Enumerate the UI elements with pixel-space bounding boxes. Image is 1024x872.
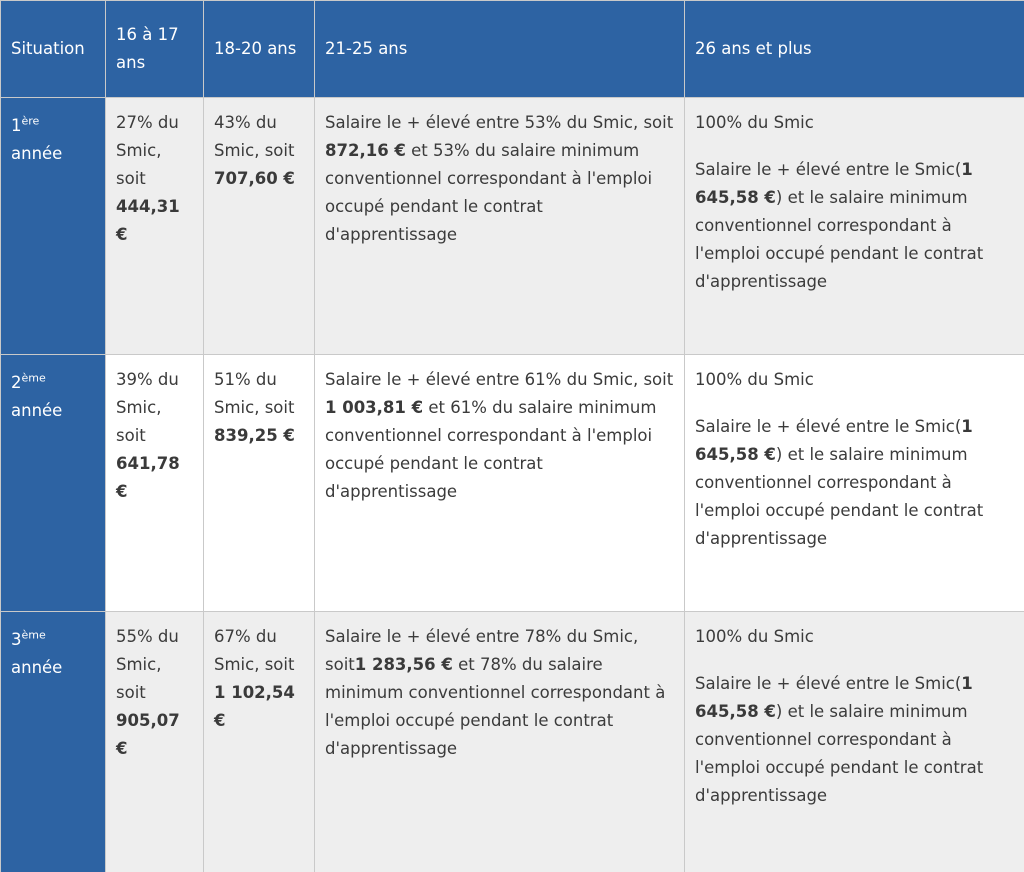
table-row [1, 98, 1024, 355]
cell-amount: 1 102,54 € [214, 683, 295, 730]
row-label-year-3 [1, 612, 106, 872]
row-label-number: 1 [11, 116, 22, 135]
cell-detail [695, 156, 1014, 296]
cell-age-21-25 [315, 355, 685, 612]
row-label-suffix: ème [21, 371, 46, 385]
header-age-18-20: 18-20 ans [204, 1, 315, 98]
row-label-number: 2 [11, 373, 22, 392]
row-label-word: année [11, 144, 63, 163]
cell-minimum: 100% du Smic [695, 370, 814, 389]
cell-age-18-20 [204, 355, 315, 612]
cell-text-post: et 78% du salaire minimum conventionnel correspondant à l'emploi occupé pendant le contrat d'apprentissage [325, 655, 666, 758]
cell-age-26-plus [685, 98, 1024, 355]
cell-amount: 1 645,58 € [695, 674, 973, 721]
row-label-suffix: ème [21, 628, 46, 642]
table-row [1, 355, 1024, 612]
cell-age-26-plus [685, 355, 1024, 612]
header-situation: Situation [1, 1, 106, 98]
cell-amount: 1 645,58 € [695, 417, 973, 464]
cell-text-post: et 61% du salaire minimum conventionnel correspondant à l'emploi occupé pendant le contrat d'apprentissage [325, 398, 657, 501]
cell-minimum: 100% du Smic [695, 113, 814, 132]
row-label-number: 3 [11, 630, 22, 649]
cell-age-21-25 [315, 98, 685, 355]
cell-text-pre: Salaire le + élevé entre le Smic( [695, 160, 962, 179]
cell-text: 43% du Smic, soit [214, 113, 295, 160]
row-label-suffix: ère [21, 114, 40, 128]
cell-amount: 444,31 € [116, 197, 180, 244]
cell-text: 39% du Smic, soit [116, 370, 179, 445]
row-label-word: année [11, 658, 63, 677]
cell-age-21-25 [315, 612, 685, 872]
cell-text: 55% du Smic, soit [116, 627, 179, 702]
cell-amount: 641,78 € [116, 454, 180, 501]
cell-age-26-plus [685, 612, 1024, 872]
cell-text: 67% du Smic, soit [214, 627, 295, 674]
cell-age-16-17 [106, 98, 204, 355]
cell-detail [695, 413, 1014, 553]
cell-amount: 1 645,58 € [695, 160, 973, 207]
cell-text: 27% du Smic, soit [116, 113, 179, 188]
cell-age-16-17 [106, 355, 204, 612]
row-label-word: année [11, 401, 63, 420]
cell-detail [695, 670, 1014, 810]
cell-age-18-20 [204, 612, 315, 872]
row-label-year-1 [1, 98, 106, 355]
cell-text-pre: Salaire le + élevé entre 53% du Smic, soit [325, 113, 674, 132]
cell-text: 51% du Smic, soit [214, 370, 295, 417]
header-age-26-plus: 26 ans et plus [685, 1, 1024, 98]
cell-text-pre: Salaire le + élevé entre le Smic( [695, 417, 962, 436]
cell-amount: 905,07 € [116, 711, 180, 758]
header-age-16-17: 16 à 17 ans [106, 1, 204, 98]
cell-amount: 872,16 € [325, 141, 406, 160]
cell-text-post: ) et le salaire minimum conventionnel correspondant à l'emploi occupé pendant le contrat d'apprentissage [695, 188, 984, 291]
cell-age-18-20 [204, 98, 315, 355]
cell-text-post: ) et le salaire minimum conventionnel correspondant à l'emploi occupé pendant le contrat d'apprentissage [695, 445, 984, 548]
cell-text-post: et 53% du salaire minimum conventionnel correspondant à l'emploi occupé pendant le contrat d'apprentissage [325, 141, 653, 244]
row-label-year-2 [1, 355, 106, 612]
cell-amount: 839,25 € [214, 426, 295, 445]
cell-amount: 707,60 € [214, 169, 295, 188]
cell-text-pre: Salaire le + élevé entre le Smic( [695, 674, 962, 693]
header-row [1, 1, 1024, 98]
cell-amount: 1 283,56 € [354, 655, 453, 674]
cell-age-16-17 [106, 612, 204, 872]
cell-text-pre: Salaire le + élevé entre 78% du Smic, soit [325, 627, 639, 674]
header-age-21-25: 21-25 ans [315, 1, 685, 98]
cell-minimum: 100% du Smic [695, 627, 814, 646]
cell-text-pre: Salaire le + élevé entre 61% du Smic, soit [325, 370, 674, 389]
table-row [1, 612, 1024, 872]
cell-amount: 1 003,81 € [325, 398, 424, 417]
cell-text-post: ) et le salaire minimum conventionnel correspondant à l'emploi occupé pendant le contrat d'apprentissage [695, 702, 984, 805]
